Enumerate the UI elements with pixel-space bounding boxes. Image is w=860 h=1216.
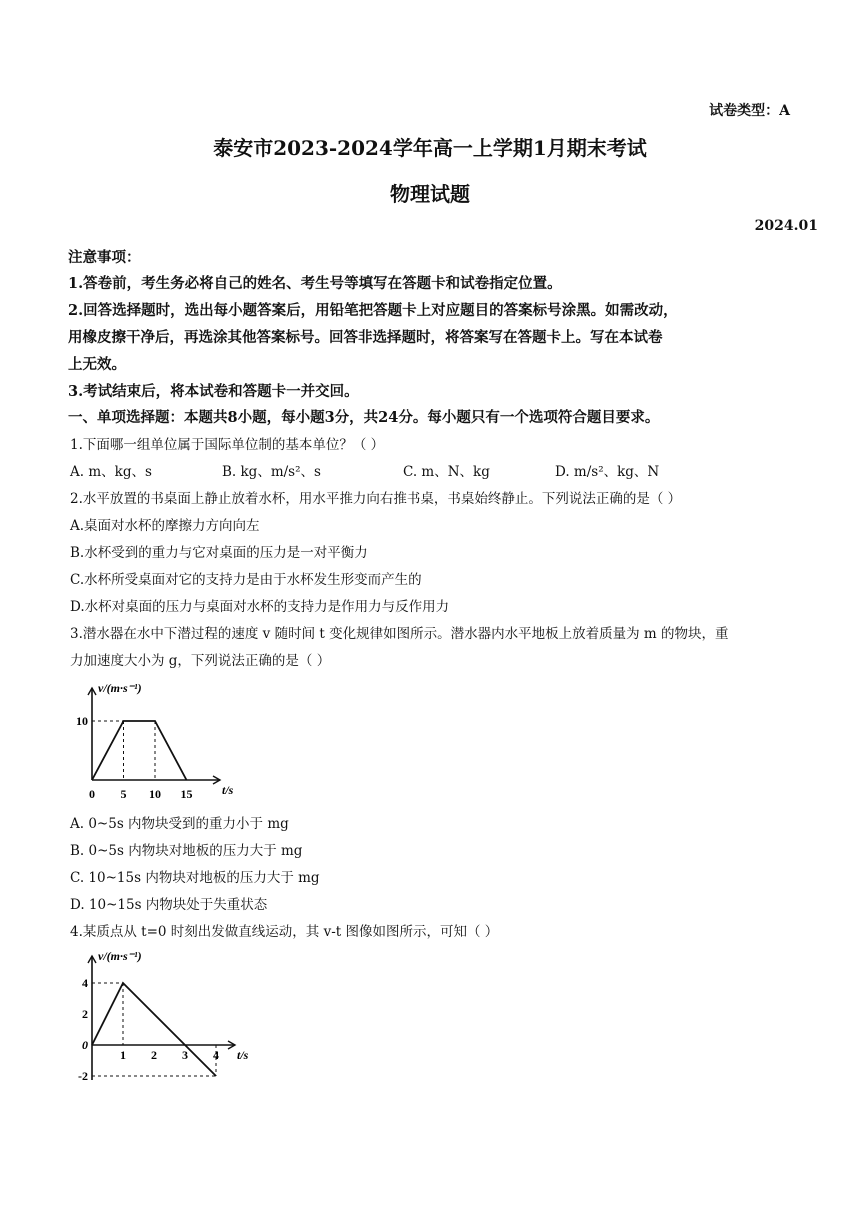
option-a: A. 0~5s 内物块受到的重力小于 mg <box>70 816 289 832</box>
option-d: D. 10~15s 内物块处于失重状态 <box>70 897 268 913</box>
option-a: A.桌面对水杯的摩擦力方向向左 <box>70 518 260 534</box>
x-tick-label: 2 <box>151 1048 157 1062</box>
question-stem: 力加速度大小为 g，下列说法正确的是（ ） <box>70 653 331 669</box>
page-title: 泰安市2023-2024学年高一上学期1月期末考试 <box>213 136 647 160</box>
x-axis-label: t/s <box>222 783 234 797</box>
notice-item: 3.考试结束后，将本试卷和答题卡一并交回。 <box>68 383 359 400</box>
y-tick-label: 10 <box>76 714 88 728</box>
question-stem: 3.潜水器在水中下潜过程的速度 v 随时间 t 变化规律如图所示。潜水器内水平地板上放着质量为 m 的物块，重 <box>70 626 729 642</box>
option-b: B. 0~5s 内物块对地板的压力大于 mg <box>70 843 303 859</box>
vt-chart-q4 <box>70 948 290 1088</box>
option-b: B.水杯受到的重力与它对桌面的压力是一对平衡力 <box>70 545 368 561</box>
question-stem: 2.水平放置的书桌面上静止放着水杯，用水平推力向右推书桌，书桌始终静止。下列说法正确的是（ ） <box>70 491 682 507</box>
y-tick-label: 0 <box>82 1038 88 1052</box>
y-tick-label: 4 <box>82 976 88 990</box>
paper-type: 试卷类型：A <box>709 103 790 119</box>
option-c: C.水杯所受桌面对它的支持力是由于水杯发生形变而产生的 <box>70 572 422 588</box>
y-tick-label: 2 <box>82 1007 88 1021</box>
x-tick-label: 15 <box>180 787 193 801</box>
y-axis-label: v/(m·s⁻¹) <box>98 681 142 695</box>
option-b: B. kg、m/s²、s <box>222 464 321 480</box>
x-axis-label: t/s <box>237 1048 249 1062</box>
exam-date: 2024.01 <box>754 218 818 234</box>
notice-item: 用橡皮擦干净后，再选涂其他答案标号。回答非选择题时，将答案写在答题卡上。写在本试卷 <box>68 329 663 346</box>
question-stem: 4.某质点从 t=0 时刻出发做直线运动，其 v-t 图像如图所示，可知（ ） <box>70 924 499 940</box>
notice-item: 1.答卷前，考生务必将自己的姓名、考生号等填写在答题卡和试卷指定位置。 <box>68 275 562 292</box>
x-tick-label: 1 <box>120 1048 126 1062</box>
series-line <box>92 721 187 780</box>
notice-item: 2.回答选择题时，选出每小题答案后，用铅笔把答题卡上对应题目的答案标号涂黑。如需改动， <box>68 302 678 319</box>
y-axis-label: v/(m·s⁻¹) <box>98 949 142 963</box>
section-heading: 一、单项选择题：本题共8小题，每小题3分，共24分。每小题只有一个选项符合题目要求。 <box>68 409 660 426</box>
y-tick-label: -2 <box>78 1069 88 1083</box>
page-subtitle: 物理试题 <box>390 182 470 206</box>
series-line <box>92 983 216 1076</box>
x-tick-label: 4 <box>213 1048 219 1062</box>
option-a: A. m、kg、s <box>70 464 152 480</box>
option-c: C. m、N、kg <box>403 464 490 480</box>
option-d: D.水杯对桌面的压力与桌面对水杯的支持力是作用力与反作用力 <box>70 599 450 615</box>
x-tick-label: 5 <box>120 787 127 801</box>
notice-heading: 注意事项： <box>68 249 141 266</box>
x-tick-label: 10 <box>149 787 161 801</box>
option-c: C. 10~15s 内物块对地板的压力大于 mg <box>70 870 320 886</box>
x-tick-label: 0 <box>89 787 95 801</box>
vt-chart-q3 <box>70 680 290 810</box>
option-d: D. m/s²、kg、N <box>555 464 660 480</box>
x-tick-label: 3 <box>182 1048 188 1062</box>
notice-item: 上无效。 <box>68 356 126 373</box>
question-stem: 1.下面哪一组单位属于国际单位制的基本单位？（ ） <box>70 437 385 453</box>
